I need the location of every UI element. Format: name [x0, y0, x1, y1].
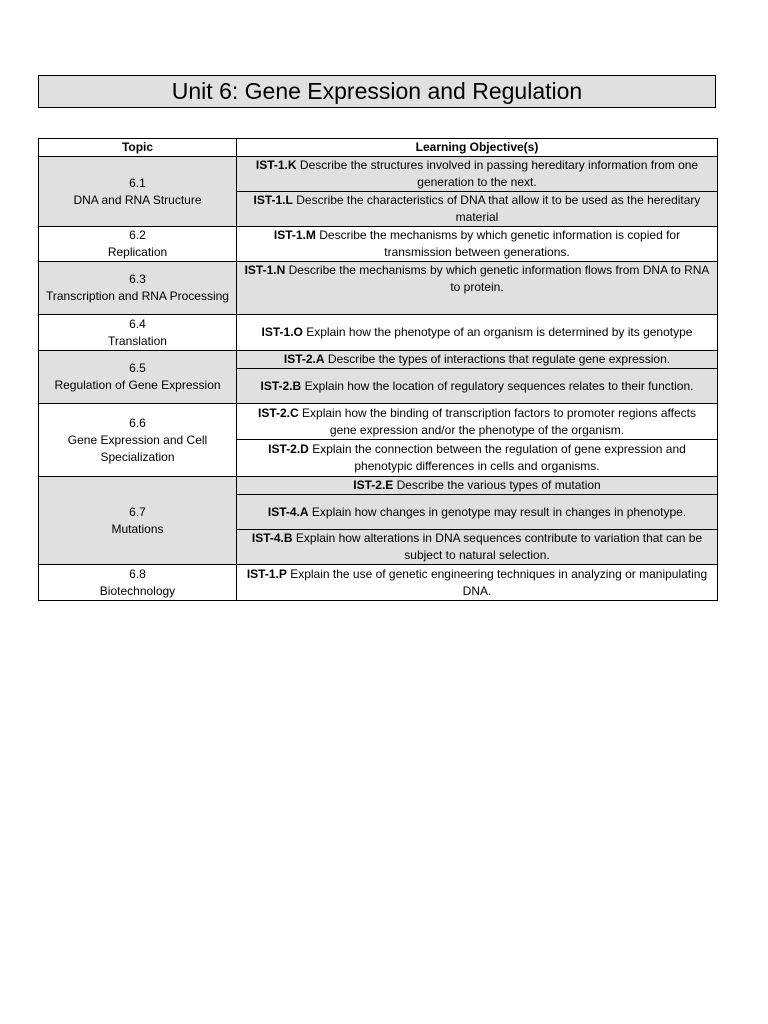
objective-code: IST-1.K	[255, 158, 297, 172]
objective-text: Describe the types of interactions that regulate gene expression.	[327, 352, 671, 366]
objective-cell	[237, 530, 718, 565]
objective-column-header: Learning Objective(s)	[237, 139, 718, 157]
topic-name: Regulation of Gene Expression	[54, 378, 221, 392]
topic-name: Gene Expression and Cell Specialization	[67, 432, 208, 464]
objective-cell	[237, 192, 718, 227]
table-row	[39, 565, 718, 601]
objective-text: Describe the characteristics of DNA that allow it to be used as the hereditary material	[296, 193, 701, 224]
objective-text: Explain how the phenotype of an organism is determined by its genotype	[306, 325, 693, 339]
objective-code: IST-2.D	[268, 442, 309, 456]
topic-column-header: Topic	[39, 139, 237, 157]
objective-code: IST-2.E	[353, 478, 394, 492]
objective-text: Explain the use of genetic engineering techniques in analyzing or manipulating DNA.	[290, 566, 708, 598]
topic-cell	[39, 315, 237, 351]
objective-code: IST-2.A	[283, 352, 325, 366]
objective-text: Describe the structures involved in passing hereditary information from one generation to the next.	[299, 158, 699, 189]
topic-cell	[39, 351, 237, 404]
topic-cell	[39, 404, 237, 477]
topic-number: 6.5	[129, 361, 146, 375]
table-row	[39, 157, 718, 192]
objective-cell	[237, 495, 718, 530]
objective-code: IST-2.B	[260, 378, 302, 393]
objective-code: IST-4.A	[267, 504, 309, 519]
topic-cell	[39, 565, 237, 601]
learning-objectives-table	[38, 138, 718, 601]
objective-cell	[237, 315, 718, 351]
objective-text: Explain how the binding of transcription factors to promoter regions affects gene expression and/or the phenotype of the organism.	[302, 405, 697, 437]
table-row	[39, 227, 718, 262]
table-row	[39, 404, 718, 440]
objective-cell	[237, 369, 718, 404]
objective-cell	[237, 351, 718, 369]
topic-cell	[39, 477, 237, 565]
objective-text: Explain how the location of regulatory sequences relates to their function.	[304, 378, 694, 393]
objective-text: Describe the mechanisms by which genetic information is copied for transmission between generations.	[319, 228, 681, 259]
topic-name: Transcription and RNA Processing	[46, 289, 229, 303]
objective-cell	[237, 404, 718, 440]
table-row	[39, 315, 718, 351]
objective-code: IST-4.B	[251, 531, 293, 545]
table-row	[39, 351, 718, 369]
topic-cell	[39, 262, 237, 315]
topic-name: Biotechnology	[99, 583, 176, 598]
topic-name: Translation	[108, 333, 167, 348]
topic-name: Replication	[107, 245, 168, 259]
table-row	[39, 262, 718, 315]
objective-code: IST-1.P	[246, 566, 287, 581]
topic-name: DNA and RNA Structure	[73, 192, 202, 207]
table-header-row	[39, 139, 718, 157]
objective-code: IST-1.O	[261, 325, 303, 339]
objective-cell	[237, 227, 718, 262]
topic-number: 6.3	[129, 272, 146, 286]
page-title: Unit 6: Gene Expression and Regulation	[38, 75, 716, 108]
topic-cell	[39, 157, 237, 227]
objective-code: IST-1.L	[253, 193, 293, 207]
topic-number: 6.7	[129, 504, 146, 519]
objective-text: Describe the mechanisms by which genetic information flows from DNA to RNA to protein.	[288, 263, 710, 294]
objective-text: Explain how alterations in DNA sequences contribute to variation that can be subject to natural selection.	[295, 531, 703, 562]
objective-text: Explain the connection between the regulation of gene expression and phenotypic differences in cells and organisms.	[312, 442, 686, 473]
objective-cell	[237, 565, 718, 601]
objective-code: IST-2.C	[257, 405, 299, 420]
topic-cell	[39, 227, 237, 262]
topic-name: Mutations	[111, 521, 164, 536]
objective-text: Explain how changes in genotype may result in changes in phenotype.	[311, 504, 687, 519]
objective-cell	[237, 157, 718, 192]
topic-number: 6.2	[129, 228, 146, 242]
objective-cell	[237, 477, 718, 495]
table-row	[39, 477, 718, 495]
objective-cell	[237, 440, 718, 477]
objective-cell	[237, 262, 718, 315]
objective-code: IST-1.M	[273, 228, 316, 242]
topic-number: 6.4	[129, 316, 146, 331]
topic-number: 6.8	[129, 566, 146, 581]
topic-number: 6.1	[129, 175, 146, 190]
objective-code: IST-1.N	[244, 263, 286, 277]
topic-number: 6.6	[129, 415, 146, 430]
objective-text: Describe the various types of mutation	[396, 478, 601, 492]
